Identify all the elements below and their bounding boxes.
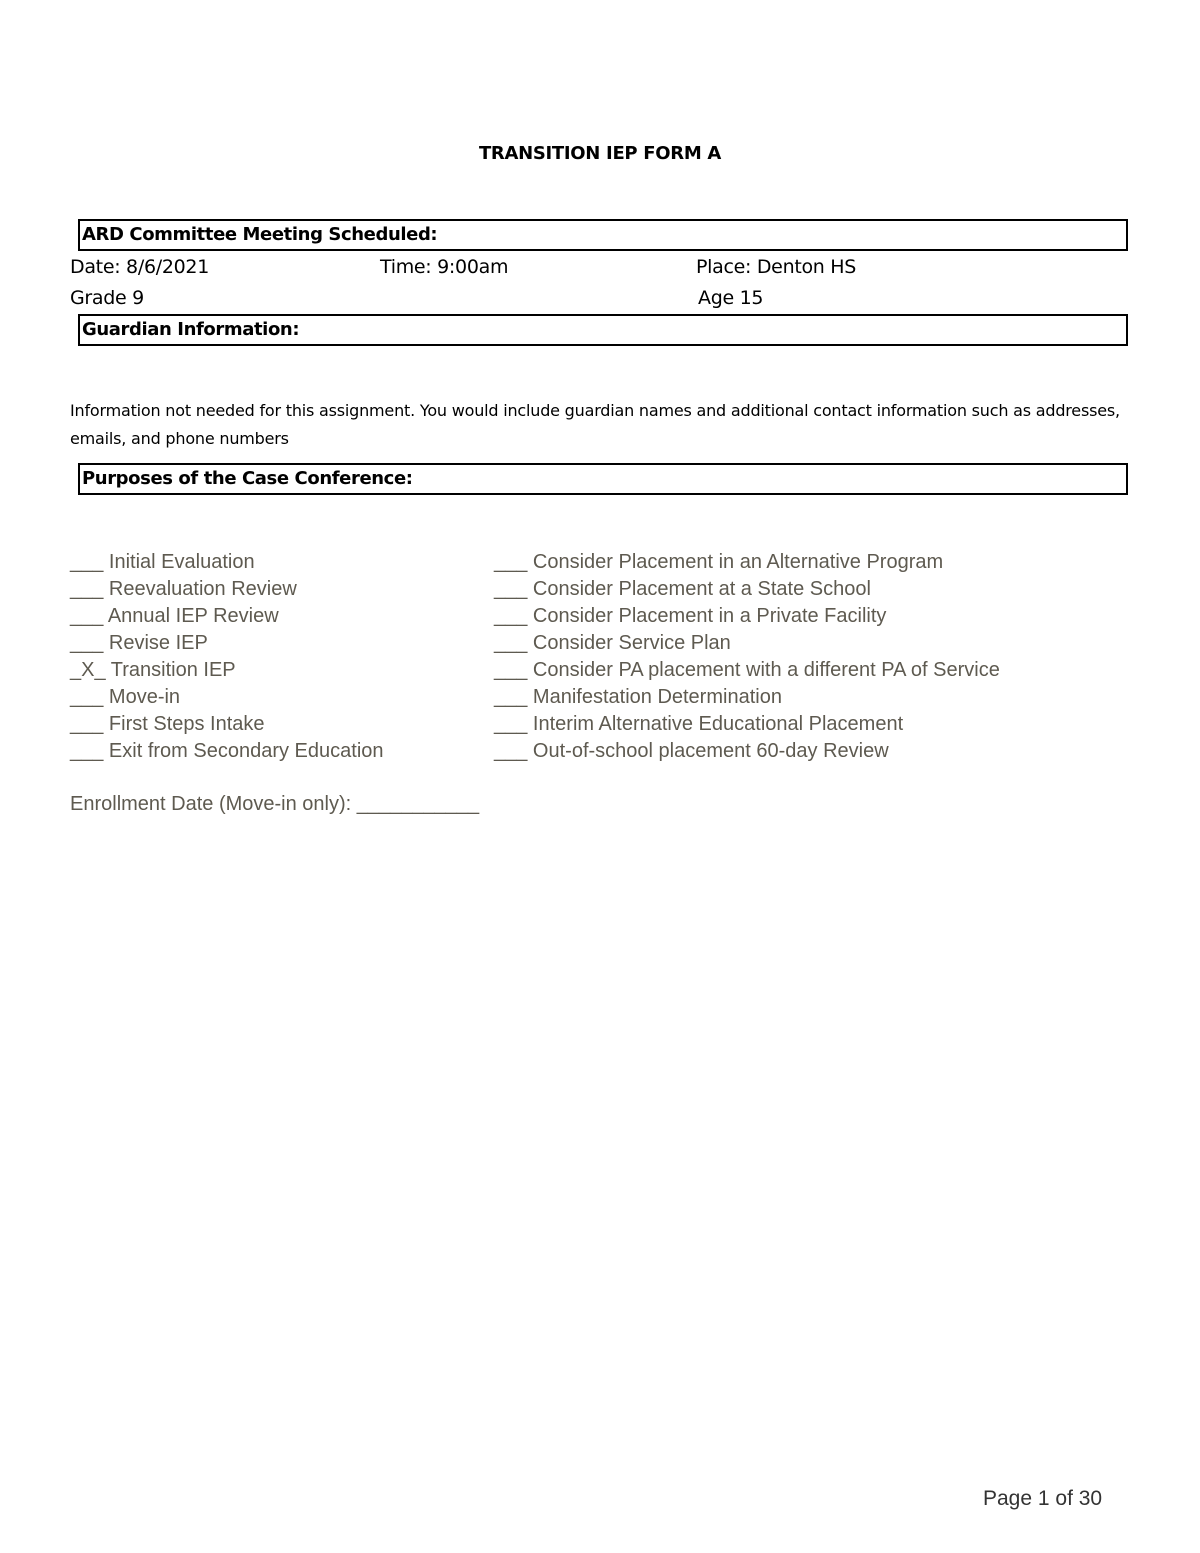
student-grade: Grade 9	[70, 287, 144, 309]
enrollment-date: Enrollment Date (Move-in only): ___________	[70, 793, 480, 815]
purpose-item: ___ Reevaluation Review	[70, 578, 297, 600]
document-title: TRANSITION IEP FORM A	[478, 143, 722, 164]
purpose-item: ___ Initial Evaluation	[70, 551, 255, 573]
meeting-time: Time: 9:00am	[380, 256, 509, 278]
purposes-heading: Purposes of the Case Conference:	[82, 468, 413, 489]
guardian-info-note: Information not needed for this assignment. You would include guardian names and additional contact information such as addresses, emails, and phone numbers	[70, 401, 1120, 448]
guardian-info-header	[78, 314, 1128, 346]
purpose-item: ___ Out-of-school placement 60-day Review	[494, 740, 889, 762]
purpose-item: ___ Annual IEP Review	[70, 605, 279, 627]
purpose-item: ___ Manifestation Determination	[494, 686, 782, 708]
purpose-item: ___ Consider Placement in an Alternative Program	[494, 551, 944, 573]
guardian-info-heading: Guardian Information:	[82, 319, 300, 340]
purpose-item: ___ Consider Service Plan	[494, 632, 731, 654]
ard-meeting-header	[78, 219, 1128, 251]
purpose-item-selected: _X_ Transition IEP	[70, 659, 236, 681]
purpose-item: ___ Consider Placement in a Private Facility	[494, 605, 887, 627]
purpose-item: ___ Interim Alternative Educational Placement	[494, 713, 904, 735]
purpose-item: ___ Revise IEP	[70, 632, 208, 654]
purpose-item: ___ Exit from Secondary Education	[70, 740, 384, 762]
purposes-header	[78, 463, 1128, 495]
purpose-item: ___ Consider Placement at a State School	[494, 578, 871, 600]
student-age: Age 15	[698, 287, 764, 309]
purpose-item: ___ Move-in	[70, 686, 181, 708]
meeting-place: Place: Denton HS	[696, 256, 857, 278]
purpose-item: ___ First Steps Intake	[70, 713, 265, 735]
meeting-date: Date: 8/6/2021	[70, 256, 209, 278]
purpose-item: ___ Consider PA placement with a different PA of Service	[494, 659, 1000, 681]
ard-meeting-heading: ARD Committee Meeting Scheduled:	[82, 224, 438, 245]
page-number: Page 1 of 30	[983, 1487, 1103, 1510]
